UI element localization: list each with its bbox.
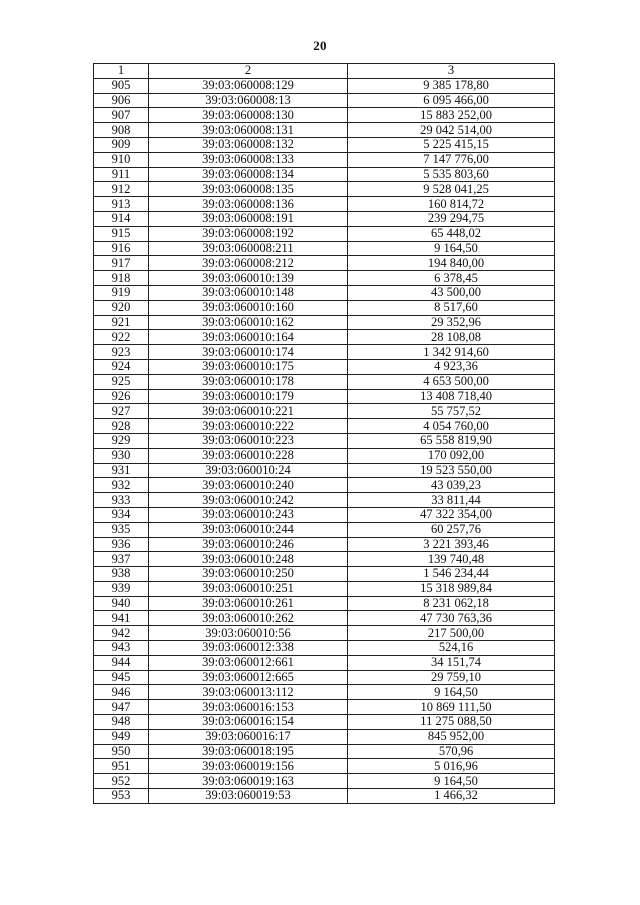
cadastral-number-cell: 39:03:060008:130 bbox=[149, 108, 348, 123]
row-number-cell: 922 bbox=[94, 330, 149, 345]
cadastral-value-cell: 9 528 041,25 bbox=[348, 182, 555, 197]
row-number-cell: 943 bbox=[94, 641, 149, 656]
cadastral-number-cell: 39:03:060010:24 bbox=[149, 463, 348, 478]
table-row bbox=[94, 581, 555, 596]
header-row bbox=[94, 64, 555, 79]
cadastral-value-cell: 29 759,10 bbox=[348, 670, 555, 685]
row-number-cell: 913 bbox=[94, 197, 149, 212]
cadastral-number-cell: 39:03:060019:53 bbox=[149, 789, 348, 804]
row-number-cell: 912 bbox=[94, 182, 149, 197]
table-row bbox=[94, 389, 555, 404]
cadastral-number-cell: 39:03:060010:139 bbox=[149, 271, 348, 286]
cadastral-number-cell: 39:03:060010:179 bbox=[149, 389, 348, 404]
table-row bbox=[94, 552, 555, 567]
row-number-cell: 929 bbox=[94, 433, 149, 448]
row-number-cell: 927 bbox=[94, 404, 149, 419]
table-row bbox=[94, 330, 555, 345]
cadastral-number-cell: 39:03:060008:192 bbox=[149, 226, 348, 241]
column-header-number: 1 bbox=[94, 64, 149, 79]
cadastral-value-cell: 1 466,32 bbox=[348, 789, 555, 804]
cadastral-value-cell: 28 108,08 bbox=[348, 330, 555, 345]
row-number-cell: 950 bbox=[94, 744, 149, 759]
cadastral-value-cell: 845 952,00 bbox=[348, 729, 555, 744]
row-number-cell: 947 bbox=[94, 700, 149, 715]
cadastral-value-cell: 43 500,00 bbox=[348, 285, 555, 300]
row-number-cell: 946 bbox=[94, 685, 149, 700]
cadastral-number-cell: 39:03:060012:665 bbox=[149, 670, 348, 685]
table-row bbox=[94, 419, 555, 434]
cadastral-value-cell: 9 385 178,80 bbox=[348, 78, 555, 93]
row-number-cell: 934 bbox=[94, 507, 149, 522]
cadastral-number-cell: 39:03:060008:134 bbox=[149, 167, 348, 182]
cadastral-number-cell: 39:03:060016:17 bbox=[149, 729, 348, 744]
table-row bbox=[94, 700, 555, 715]
page-number: 20 bbox=[313, 38, 327, 53]
cadastral-number-cell: 39:03:060008:129 bbox=[149, 78, 348, 93]
cadastral-number-cell: 39:03:060008:131 bbox=[149, 123, 348, 138]
table-row bbox=[94, 256, 555, 271]
table-row bbox=[94, 123, 555, 138]
cadastral-value-cell: 8 231 062,18 bbox=[348, 596, 555, 611]
row-number-cell: 916 bbox=[94, 241, 149, 256]
table-row bbox=[94, 108, 555, 123]
row-number-cell: 920 bbox=[94, 300, 149, 315]
row-number-cell: 911 bbox=[94, 167, 149, 182]
row-number-cell: 908 bbox=[94, 123, 149, 138]
row-number-cell: 944 bbox=[94, 655, 149, 670]
cadastral-number-cell: 39:03:060010:223 bbox=[149, 433, 348, 448]
cadastral-value-cell: 170 092,00 bbox=[348, 448, 555, 463]
cadastral-number-cell: 39:03:060010:160 bbox=[149, 300, 348, 315]
cadastral-value-cell: 1 342 914,60 bbox=[348, 345, 555, 360]
cadastral-value-cell: 9 164,50 bbox=[348, 685, 555, 700]
row-number-cell: 932 bbox=[94, 478, 149, 493]
table-header bbox=[94, 64, 555, 79]
row-number-cell: 925 bbox=[94, 374, 149, 389]
cadastral-number-cell: 39:03:060010:248 bbox=[149, 552, 348, 567]
cadastral-number-cell: 39:03:060010:262 bbox=[149, 611, 348, 626]
cadastral-value-cell: 65 448,02 bbox=[348, 226, 555, 241]
table-row bbox=[94, 522, 555, 537]
cadastral-number-cell: 39:03:060010:251 bbox=[149, 581, 348, 596]
cadastral-value-cell: 7 147 776,00 bbox=[348, 152, 555, 167]
cadastral-value-cell: 5 535 803,60 bbox=[348, 167, 555, 182]
table-row bbox=[94, 433, 555, 448]
cadastral-number-cell: 39:03:060010:246 bbox=[149, 537, 348, 552]
cadastral-value-cell: 43 039,23 bbox=[348, 478, 555, 493]
cadastral-number-cell: 39:03:060010:56 bbox=[149, 626, 348, 641]
table-row bbox=[94, 211, 555, 226]
cadastral-number-cell: 39:03:060008:136 bbox=[149, 197, 348, 212]
cadastral-number-cell: 39:03:060013:112 bbox=[149, 685, 348, 700]
table-row bbox=[94, 774, 555, 789]
row-number-cell: 930 bbox=[94, 448, 149, 463]
table-row bbox=[94, 315, 555, 330]
row-number-cell: 939 bbox=[94, 581, 149, 596]
row-number-cell: 953 bbox=[94, 789, 149, 804]
cadastral-value-cell: 4 923,36 bbox=[348, 359, 555, 374]
cadastral-value-cell: 6 095 466,00 bbox=[348, 93, 555, 108]
row-number-cell: 906 bbox=[94, 93, 149, 108]
table-row bbox=[94, 137, 555, 152]
cadastral-number-cell: 39:03:060008:132 bbox=[149, 137, 348, 152]
cadastral-number-cell: 39:03:060010:242 bbox=[149, 493, 348, 508]
row-number-cell: 928 bbox=[94, 419, 149, 434]
cadastral-number-cell: 39:03:060010:240 bbox=[149, 478, 348, 493]
cadastral-value-cell: 6 378,45 bbox=[348, 271, 555, 286]
cadastral-number-cell: 39:03:060010:178 bbox=[149, 374, 348, 389]
cadastral-number-cell: 39:03:060016:154 bbox=[149, 715, 348, 730]
table-row bbox=[94, 685, 555, 700]
cadastral-number-cell: 39:03:060010:221 bbox=[149, 404, 348, 419]
row-number-cell: 914 bbox=[94, 211, 149, 226]
cadastral-value-cell: 10 869 111,50 bbox=[348, 700, 555, 715]
cadastral-value-cell: 139 740,48 bbox=[348, 552, 555, 567]
cadastral-value-cell: 29 352,96 bbox=[348, 315, 555, 330]
cadastral-value-cell: 13 408 718,40 bbox=[348, 389, 555, 404]
cadastral-value-table bbox=[93, 63, 555, 804]
cadastral-number-cell: 39:03:060010:244 bbox=[149, 522, 348, 537]
cadastral-number-cell: 39:03:060008:135 bbox=[149, 182, 348, 197]
table-row bbox=[94, 493, 555, 508]
row-number-cell: 951 bbox=[94, 759, 149, 774]
table-row bbox=[94, 448, 555, 463]
cadastral-value-cell: 4 054 760,00 bbox=[348, 419, 555, 434]
column-header-cadastral-number: 2 bbox=[149, 64, 348, 79]
cadastral-number-cell: 39:03:060010:164 bbox=[149, 330, 348, 345]
column-header-cadastral-value: 3 bbox=[348, 64, 555, 79]
row-number-cell: 923 bbox=[94, 345, 149, 360]
row-number-cell: 940 bbox=[94, 596, 149, 611]
cadastral-value-cell: 3 221 393,46 bbox=[348, 537, 555, 552]
row-number-cell: 936 bbox=[94, 537, 149, 552]
cadastral-number-cell: 39:03:060010:174 bbox=[149, 345, 348, 360]
cadastral-value-cell: 29 042 514,00 bbox=[348, 123, 555, 138]
cadastral-value-cell: 15 318 989,84 bbox=[348, 581, 555, 596]
cadastral-value-cell: 47 322 354,00 bbox=[348, 507, 555, 522]
row-number-cell: 938 bbox=[94, 567, 149, 582]
cadastral-value-cell: 1 546 234,44 bbox=[348, 567, 555, 582]
table-row bbox=[94, 359, 555, 374]
row-number-cell: 917 bbox=[94, 256, 149, 271]
table-row bbox=[94, 744, 555, 759]
cadastral-value-cell: 570,96 bbox=[348, 744, 555, 759]
table-row bbox=[94, 182, 555, 197]
cadastral-value-cell: 60 257,76 bbox=[348, 522, 555, 537]
row-number-cell: 949 bbox=[94, 729, 149, 744]
table-row bbox=[94, 611, 555, 626]
cadastral-value-cell: 9 164,50 bbox=[348, 241, 555, 256]
row-number-cell: 924 bbox=[94, 359, 149, 374]
cadastral-number-cell: 39:03:060012:338 bbox=[149, 641, 348, 656]
cadastral-value-cell: 5 225 415,15 bbox=[348, 137, 555, 152]
cadastral-number-cell: 39:03:060008:212 bbox=[149, 256, 348, 271]
table-row bbox=[94, 404, 555, 419]
table-row bbox=[94, 167, 555, 182]
table-row bbox=[94, 759, 555, 774]
table-row bbox=[94, 567, 555, 582]
table-row bbox=[94, 655, 555, 670]
table-row bbox=[94, 197, 555, 212]
cadastral-number-cell: 39:03:060008:13 bbox=[149, 93, 348, 108]
row-number-cell: 948 bbox=[94, 715, 149, 730]
table-row bbox=[94, 789, 555, 804]
cadastral-number-cell: 39:03:060019:156 bbox=[149, 759, 348, 774]
cadastral-value-cell: 4 653 500,00 bbox=[348, 374, 555, 389]
table-row bbox=[94, 78, 555, 93]
row-number-cell: 937 bbox=[94, 552, 149, 567]
cadastral-value-cell: 160 814,72 bbox=[348, 197, 555, 212]
row-number-cell: 907 bbox=[94, 108, 149, 123]
cadastral-value-cell: 8 517,60 bbox=[348, 300, 555, 315]
cadastral-value-cell: 19 523 550,00 bbox=[348, 463, 555, 478]
cadastral-number-cell: 39:03:060010:175 bbox=[149, 359, 348, 374]
table-row bbox=[94, 285, 555, 300]
cadastral-number-cell: 39:03:060010:261 bbox=[149, 596, 348, 611]
cadastral-value-cell: 34 151,74 bbox=[348, 655, 555, 670]
cadastral-value-cell: 47 730 763,36 bbox=[348, 611, 555, 626]
row-number-cell: 926 bbox=[94, 389, 149, 404]
row-number-cell: 942 bbox=[94, 626, 149, 641]
cadastral-value-cell: 15 883 252,00 bbox=[348, 108, 555, 123]
cadastral-value-cell: 11 275 088,50 bbox=[348, 715, 555, 730]
cadastral-value-cell: 217 500,00 bbox=[348, 626, 555, 641]
cadastral-number-cell: 39:03:060010:250 bbox=[149, 567, 348, 582]
cadastral-value-cell: 5 016,96 bbox=[348, 759, 555, 774]
row-number-cell: 919 bbox=[94, 285, 149, 300]
cadastral-number-cell: 39:03:060008:211 bbox=[149, 241, 348, 256]
table-row bbox=[94, 478, 555, 493]
row-number-cell: 921 bbox=[94, 315, 149, 330]
table-row bbox=[94, 300, 555, 315]
table-row bbox=[94, 152, 555, 167]
row-number-cell: 935 bbox=[94, 522, 149, 537]
cadastral-number-cell: 39:03:060010:222 bbox=[149, 419, 348, 434]
table-row bbox=[94, 507, 555, 522]
row-number-cell: 952 bbox=[94, 774, 149, 789]
row-number-cell: 915 bbox=[94, 226, 149, 241]
row-number-cell: 918 bbox=[94, 271, 149, 286]
cadastral-value-cell: 9 164,50 bbox=[348, 774, 555, 789]
table-row bbox=[94, 463, 555, 478]
table-row bbox=[94, 345, 555, 360]
table-row bbox=[94, 241, 555, 256]
table-body bbox=[94, 78, 555, 803]
row-number-cell: 933 bbox=[94, 493, 149, 508]
row-number-cell: 909 bbox=[94, 137, 149, 152]
row-number-cell: 910 bbox=[94, 152, 149, 167]
cadastral-value-cell: 55 757,52 bbox=[348, 404, 555, 419]
cadastral-value-cell: 524,16 bbox=[348, 641, 555, 656]
cadastral-number-cell: 39:03:060019:163 bbox=[149, 774, 348, 789]
cadastral-number-cell: 39:03:060010:243 bbox=[149, 507, 348, 522]
row-number-cell: 931 bbox=[94, 463, 149, 478]
table-row bbox=[94, 271, 555, 286]
cadastral-number-cell: 39:03:060008:191 bbox=[149, 211, 348, 226]
table-row bbox=[94, 537, 555, 552]
table-row bbox=[94, 93, 555, 108]
cadastral-number-cell: 39:03:060012:661 bbox=[149, 655, 348, 670]
cadastral-number-cell: 39:03:060016:153 bbox=[149, 700, 348, 715]
table-row bbox=[94, 596, 555, 611]
cadastral-number-cell: 39:03:060008:133 bbox=[149, 152, 348, 167]
cadastral-value-cell: 33 811,44 bbox=[348, 493, 555, 508]
cadastral-value-cell: 239 294,75 bbox=[348, 211, 555, 226]
table-row bbox=[94, 626, 555, 641]
table-row bbox=[94, 729, 555, 744]
table-row bbox=[94, 670, 555, 685]
cadastral-number-cell: 39:03:060018:195 bbox=[149, 744, 348, 759]
cadastral-number-cell: 39:03:060010:162 bbox=[149, 315, 348, 330]
table-row bbox=[94, 641, 555, 656]
cadastral-number-cell: 39:03:060010:228 bbox=[149, 448, 348, 463]
cadastral-number-cell: 39:03:060010:148 bbox=[149, 285, 348, 300]
row-number-cell: 941 bbox=[94, 611, 149, 626]
table-row bbox=[94, 374, 555, 389]
row-number-cell: 945 bbox=[94, 670, 149, 685]
cadastral-value-cell: 194 840,00 bbox=[348, 256, 555, 271]
table-row bbox=[94, 715, 555, 730]
row-number-cell: 905 bbox=[94, 78, 149, 93]
cadastral-value-cell: 65 558 819,90 bbox=[348, 433, 555, 448]
table-row bbox=[94, 226, 555, 241]
